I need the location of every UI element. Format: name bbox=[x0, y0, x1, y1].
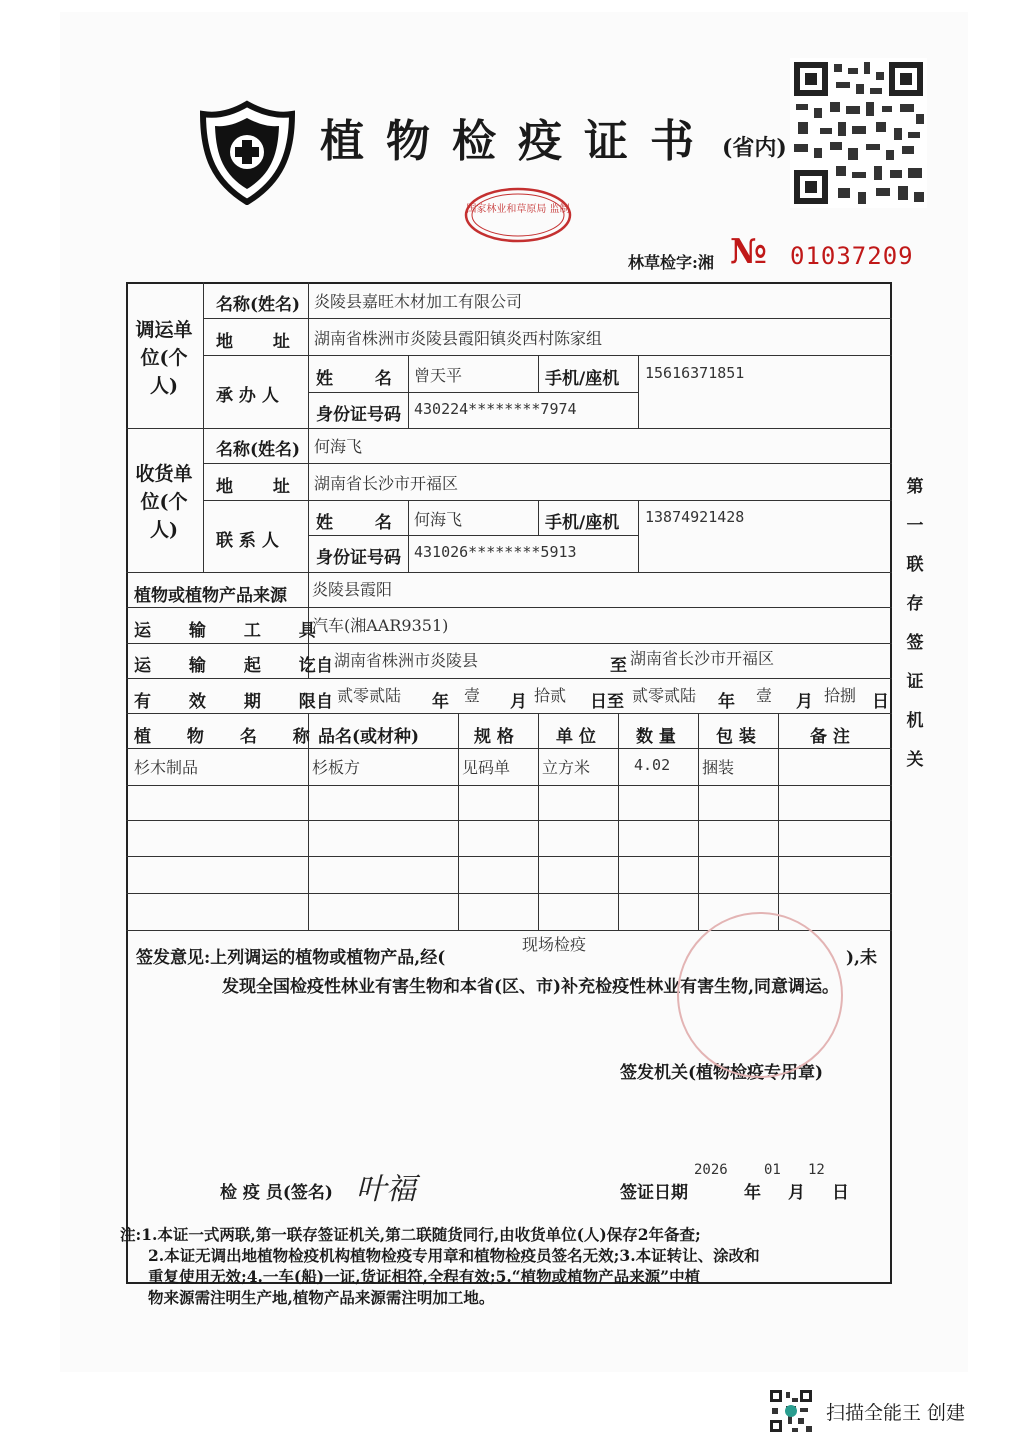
grid-line bbox=[538, 500, 539, 535]
grid-line bbox=[203, 318, 892, 319]
document-subtitle: (省内) bbox=[722, 135, 787, 161]
shipper-name-value: 炎陵县嘉旺木材加工有限公司 bbox=[314, 292, 523, 311]
opinion-suffix: ),未 bbox=[846, 948, 877, 968]
transport-value: 汽车(湘AAR9351) bbox=[312, 616, 449, 635]
sign-date-year: 2026 bbox=[694, 1162, 728, 1178]
route-from-prefix: 自 bbox=[316, 656, 333, 676]
validity-to-year: 贰零贰陆 bbox=[632, 686, 697, 705]
copy-designation-label: 第一联存签证机关 bbox=[906, 477, 924, 770]
shipper-name-label: 名称(姓名) bbox=[216, 295, 301, 315]
serial-number: 01037209 bbox=[790, 242, 914, 270]
grid-line bbox=[126, 572, 892, 573]
opinion-issuer: 签发机关(植物检疫专用章) bbox=[620, 1063, 824, 1083]
sign-date-year-char: 年 bbox=[744, 1183, 761, 1203]
goods-header-product: 品名(或材种) bbox=[318, 727, 420, 747]
note-line: 注:1.本证一式两联,第一联存签证机关,第二联随货同行,由收货单位(人)保存2年备查; bbox=[120, 1225, 701, 1244]
consignee-name-value: 何海飞 bbox=[314, 437, 363, 456]
grid-line bbox=[126, 607, 892, 608]
consignee-address-value: 湖南省长沙市开福区 bbox=[314, 474, 459, 493]
shipper-person-name-label: 姓 名 bbox=[316, 369, 392, 389]
opinion-prefix: 签发意见:上列调运的植物或植物产品,经( bbox=[136, 948, 446, 968]
grid-line bbox=[538, 355, 539, 392]
grid-line bbox=[203, 500, 892, 501]
validity-year-char-2: 年 bbox=[718, 692, 735, 712]
origin-label: 植物或植物产品来源 bbox=[134, 586, 287, 606]
grid-line bbox=[203, 355, 892, 356]
shipper-person-name-value: 曾天平 bbox=[414, 366, 463, 385]
grid-line bbox=[638, 500, 639, 572]
sign-date-day-char: 日 bbox=[832, 1183, 849, 1203]
grid-line bbox=[308, 535, 638, 536]
serial-label: 林草检字:湘 bbox=[628, 253, 714, 272]
shipper-id-value: 430224********7974 bbox=[414, 400, 577, 418]
opinion-line-2: 发现全国检疫性林业有害生物和本省(区、市)补充检疫性林业有害生物,同意调运。 bbox=[222, 977, 840, 997]
shipper-address-label: 地 址 bbox=[216, 332, 290, 352]
grid-line bbox=[126, 428, 892, 429]
goods-cell-quantity: 4.02 bbox=[634, 756, 671, 774]
shipper-phone-value: 15616371851 bbox=[645, 364, 745, 382]
grid-line bbox=[126, 678, 892, 679]
validity-from-month: 壹 bbox=[464, 686, 481, 705]
consignee-phone-label: 手机/座机 bbox=[545, 513, 620, 533]
sign-date-month-char: 月 bbox=[788, 1183, 805, 1203]
goods-cell-packing: 捆装 bbox=[702, 758, 735, 777]
consignee-person-name-value: 何海飞 bbox=[414, 510, 463, 529]
goods-cell-plant-name: 杉木制品 bbox=[134, 758, 199, 777]
note-line: 重复使用无效;4.一车(船)一证,货证相符,全程有效;5.“植物或植物产品来源”中植 bbox=[148, 1267, 701, 1286]
consignee-contact-label: 联 系 人 bbox=[216, 531, 279, 551]
shipper-handler-label: 承 办 人 bbox=[216, 386, 279, 406]
grid-line bbox=[538, 713, 539, 930]
goods-cell-unit: 立方米 bbox=[542, 758, 591, 777]
inspector-label: 检 疫 员(签名) bbox=[220, 1183, 333, 1203]
validity-to-month: 壹 bbox=[756, 686, 773, 705]
origin-value: 炎陵县霞阳 bbox=[312, 580, 393, 599]
document-title: 植物检疫证书 bbox=[320, 116, 716, 167]
validity-end-char: 日 bbox=[872, 692, 889, 712]
consignee-id-value: 431026********5913 bbox=[414, 543, 577, 561]
route-label: 运 输 起 讫 bbox=[134, 656, 316, 676]
consignee-name-label: 名称(姓名) bbox=[216, 440, 301, 460]
serial-number-mark: № bbox=[730, 232, 767, 272]
scanner-qr-icon bbox=[768, 1388, 814, 1434]
validity-year-char: 年 bbox=[432, 692, 449, 712]
grid-line bbox=[308, 392, 638, 393]
route-to-value: 湖南省长沙市开福区 bbox=[630, 649, 775, 668]
grid-line bbox=[778, 713, 779, 930]
consignee-id-label: 身份证号码 bbox=[316, 548, 401, 568]
supervision-seal bbox=[462, 186, 574, 244]
goods-cell-product: 杉板方 bbox=[312, 758, 361, 777]
validity-from-year: 贰零贰陆 bbox=[337, 686, 402, 705]
consignee-section-label: 收货单位(个人) bbox=[135, 463, 193, 541]
grid-line bbox=[408, 500, 409, 572]
transport-label: 运 输 工 具 bbox=[134, 621, 316, 641]
grid-line bbox=[126, 643, 892, 644]
route-to-prefix: 至 bbox=[610, 656, 627, 676]
note-line: 2.本证无调出地植物检疫机构植物检疫专用章和植物检疫员签名无效;3.本证转让、涂改和 bbox=[148, 1246, 760, 1265]
notes-block bbox=[120, 1224, 920, 1308]
official-stamp bbox=[670, 905, 850, 1085]
shipper-id-label: 身份证号码 bbox=[316, 405, 401, 425]
route-from-value: 湖南省株洲市炎陵县 bbox=[334, 651, 479, 670]
consignee-person-name-label: 姓 名 bbox=[316, 513, 392, 533]
grid-line bbox=[203, 463, 892, 464]
validity-from-day: 拾贰 bbox=[534, 686, 567, 705]
shipper-phone-label: 手机/座机 bbox=[545, 369, 620, 389]
grid-line bbox=[458, 713, 459, 930]
goods-header-packing: 包 装 bbox=[716, 727, 756, 747]
shield-emblem-icon bbox=[200, 100, 295, 205]
validity-to-day: 拾捌 bbox=[824, 686, 857, 705]
consignee-phone-value: 13874921428 bbox=[645, 508, 745, 526]
inspector-signature: 叶福 bbox=[356, 1172, 416, 1207]
validity-month-char: 月 bbox=[510, 692, 527, 712]
grid-line bbox=[618, 713, 619, 930]
note-line: 物来源需注明生产地,植物产品来源需注明加工地。 bbox=[148, 1288, 495, 1307]
validity-label: 有 效 期 限 bbox=[134, 692, 316, 712]
validity-month-char-2: 月 bbox=[796, 692, 813, 712]
shipper-section-label: 调运单位(个人) bbox=[135, 319, 193, 397]
seal-text: 国家林业和草原局 监制 bbox=[466, 204, 570, 215]
goods-cell-spec: 见码单 bbox=[462, 758, 511, 777]
shipper-address-value: 湖南省株洲市炎陵县霞阳镇炎西村陈家组 bbox=[314, 329, 603, 348]
goods-header-spec: 规 格 bbox=[474, 727, 514, 747]
grid-line bbox=[638, 355, 639, 428]
sign-date-label: 签证日期 bbox=[620, 1183, 688, 1203]
opinion-method: 现场检疫 bbox=[522, 935, 587, 954]
validity-from-prefix: 自 bbox=[316, 692, 333, 712]
grid-line bbox=[408, 355, 409, 428]
grid-line bbox=[698, 713, 699, 930]
validity-day-char: 日至 bbox=[590, 692, 624, 712]
grid-line bbox=[308, 282, 309, 572]
consignee-address-label: 地 址 bbox=[216, 477, 290, 497]
goods-header-plant-name: 植 物 名 称 bbox=[134, 727, 310, 747]
scanner-watermark: 扫描全能王 创建 bbox=[826, 1402, 966, 1424]
qr-code-icon bbox=[790, 58, 927, 208]
goods-header-unit: 单 位 bbox=[556, 727, 596, 747]
sign-date-day: 12 bbox=[808, 1162, 825, 1178]
grid-line bbox=[203, 282, 204, 572]
goods-header-remarks: 备 注 bbox=[810, 727, 850, 747]
sign-date-month: 01 bbox=[764, 1162, 781, 1178]
goods-header-quantity: 数 量 bbox=[636, 727, 676, 747]
